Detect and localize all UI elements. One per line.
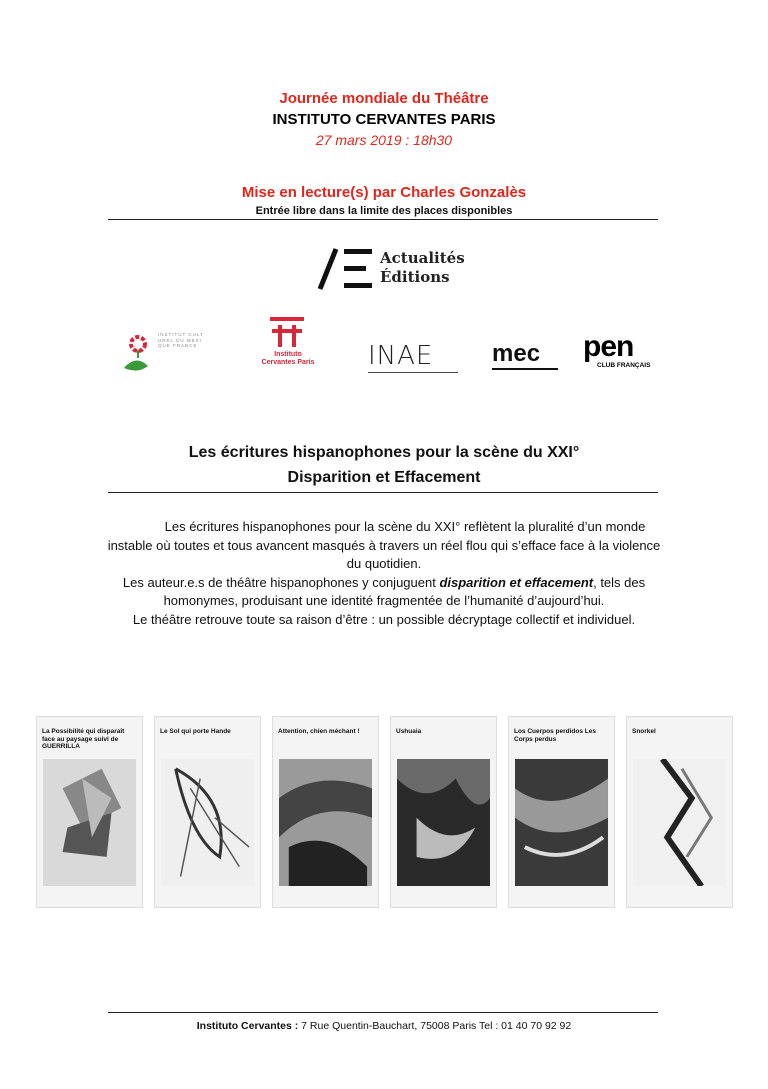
book-cover: [626, 716, 733, 908]
entry-note: Entrée libre dans la limite des places disponibles: [255, 205, 513, 217]
footer-label: Instituto Cervantes :: [196, 1020, 299, 1032]
footer-address: 7 Rue Quentin-Bauchart, 75008 Paris Tel : 01 40 70 92 92: [298, 1020, 572, 1032]
institut-culturel-mexique-logo: [118, 328, 208, 378]
book-title: Los Cuerpos perdidos Les Corps perdus: [514, 728, 596, 743]
section-title-line1: Les écritures hispanophones pour la scène du XXI°: [188, 444, 580, 461]
book-cover: [36, 716, 143, 908]
inae-logo: [368, 342, 463, 380]
mec-text: mec: [492, 340, 541, 367]
description: [100, 518, 668, 629]
publisher-line2: Éditions: [380, 268, 450, 286]
book-art: [515, 759, 608, 886]
pen-text: pen: [583, 330, 634, 363]
section-title-line2: Disparition et Effacement: [287, 469, 481, 486]
description-p1: Les écritures hispanophones pour la scène du XXI° reflètent la pluralité d’un monde instable où toutes et tous avancent masqués à travers un réel flou qui s’efface face à la violence du quotidien.: [107, 519, 661, 571]
icm-text: INSTITUT CULTUREL DU MEXIQUE FRANCE: [158, 332, 204, 348]
description-p2: Les auteur.e.s de théâtre hispanophones y conjuguent disparition et effacement, tels des homonymes, produisant une identité fragmentée de l’humanité d’aujourd’hui.: [122, 574, 646, 608]
book-title: Ushuaia: [396, 728, 422, 735]
book-title: Le Sol qui porte Hande: [160, 728, 231, 735]
book-art: [279, 759, 372, 886]
instituto-cervantes-logo: [256, 315, 318, 377]
mec-logo: [492, 342, 562, 380]
book-title: Attention, chien méchant !: [278, 728, 360, 735]
footer: [0, 1020, 768, 1032]
venue-name: INSTITUTO CERVANTES PARIS: [272, 111, 496, 128]
book-cover: [272, 716, 379, 908]
event-title: Journée mondiale du Théâtre: [279, 90, 489, 107]
publisher-line1: Actualités: [380, 249, 465, 267]
section-title: [0, 440, 768, 490]
book-title: Snorkel: [632, 728, 656, 735]
divider: [108, 219, 658, 220]
event-date: 27 mars 2019 : 18h30: [315, 132, 453, 148]
icp-text: Instituto Cervantes París: [261, 351, 315, 366]
book-art: [43, 759, 136, 886]
cervantes-mark-icon: [256, 315, 318, 351]
book-art: [161, 759, 254, 886]
event-header: [0, 88, 768, 151]
book-cover: [154, 716, 261, 908]
book-art: [397, 759, 490, 886]
divider: [108, 492, 658, 493]
book-art: [633, 759, 726, 886]
book-cover: [508, 716, 615, 908]
publisher-mark-icon: [318, 245, 376, 293]
book-cover: [390, 716, 497, 908]
pen-club-logo: [583, 332, 655, 374]
book-title: La Possibilité qui disparaît face au paysage suivi de GUERRILLA: [42, 728, 125, 750]
inae-underline: [368, 372, 458, 373]
pen-subtext: CLUB FRANÇAIS: [597, 362, 651, 369]
divider: [108, 1012, 658, 1013]
inae-text: INAE: [368, 341, 434, 371]
reading-info: [0, 182, 768, 219]
mec-underline: [492, 368, 558, 370]
description-p3: Le théâtre retrouve toute sa raison d’être : un possible décryptage collectif et individuel.: [132, 611, 636, 627]
reading-title: Mise en lecture(s) par Charles Gonzalès: [241, 184, 527, 201]
publisher-logo: [318, 245, 468, 293]
book-covers: [36, 716, 732, 908]
